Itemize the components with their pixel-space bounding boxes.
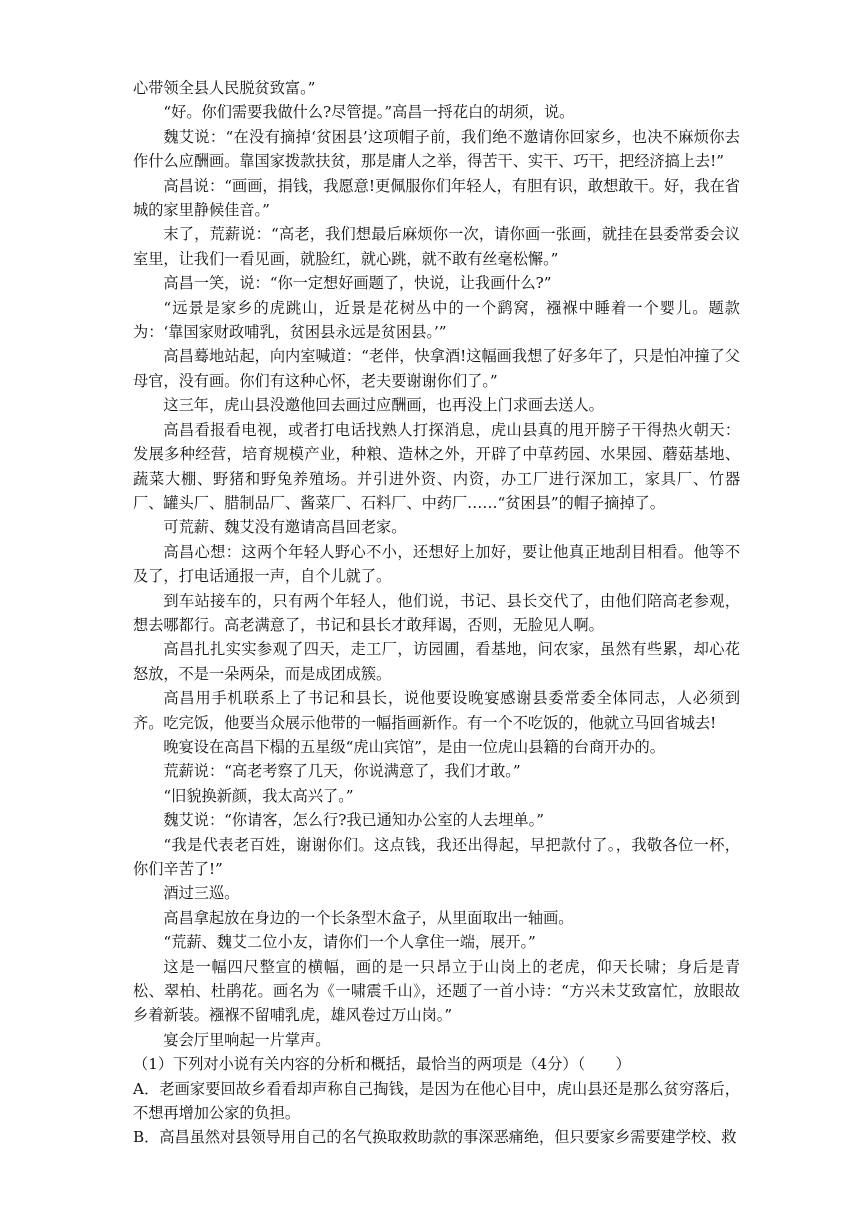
paragraph: 高昌蓦地站起，向内室喊道：“老伴，快拿酒!这幅画我想了好多年了，只是怕冲撞了父母官，没有画。你们有这种心怀，老夫要谢谢你们了。” bbox=[133, 347, 740, 390]
question-text: （1）下列对小说有关内容的分析和概括，最恰当的两项是（4分）（ ） bbox=[133, 1055, 631, 1074]
paragraph: 心带领全县人民脱贫致富。” bbox=[133, 79, 316, 97]
paragraph: 这三年，虎山县没邀他回去画过应酬画，也再没上门求画去送人。 bbox=[163, 396, 604, 415]
paragraph: “远景是家乡的虎跳山，近景是花树丛中的一个鹞窝，襁褓中睡着一个婴儿。题款为：‘靠国家财政哺乳，贫困县永远是贫困县。’” bbox=[133, 298, 740, 342]
paragraph: “我是代表老百姓，谢谢你们。这点钱，我还出得起，早把款付了。，我敬各位一杯，你们辛苦了!” bbox=[133, 835, 740, 878]
paragraph: 酒过三巡。 bbox=[163, 884, 240, 903]
paragraph: 宴会厅里响起一片掌声。 bbox=[163, 1030, 331, 1049]
paragraph: 高昌心想：这两个年轻人野心不小，还想好上加好，要让他真正地刮目相看。他等不及了，打电话通报一声，自个儿就了。 bbox=[133, 542, 740, 586]
paragraph: 魏艾说：“在没有摘掉‘贫困县’这项帽子前，我们绝不邀请你回家乡，也决不麻烦你去作什么应酬画。靠国家拨款扶贫，那是庸人之举，得苦干、实干、巧干，把经济搞上去!” bbox=[133, 127, 740, 171]
paragraph: 晚宴设在高昌下榻的五星级“虎山宾馆”，是由一位虎山县籍的台商开办的。 bbox=[163, 737, 665, 756]
story-body bbox=[133, 76, 740, 1052]
paragraph: “旧貌换新颜，我太高兴了。” bbox=[163, 786, 354, 805]
paragraph: 这是一幅四尺整宣的横幅，画的是一只昂立于山岗上的老虎，仰天长啸；身后是青松、翠柏、杜鹃花。画名为《一啸震千山》，还题了一首小诗：“方兴未艾致富忙，放眼故乡着新装。襁褓不留哺乳虎，雄风卷过万山岗。” bbox=[133, 957, 740, 1025]
paragraph: 到车站接车的，只有两个年轻人，他们说，书记、县长交代了，由他们陪高老参观，想去哪都行。高老满意了，书记和县长才敢拜谒，否则，无脸见人啊。 bbox=[133, 591, 740, 634]
paragraph: 魏艾说：“你请客，怎么行?我已通知办公室的人去埋单。” bbox=[163, 811, 544, 830]
answer-options bbox=[133, 1077, 740, 1150]
paragraph: 可荒薪、魏艾没有邀请高昌回老家。 bbox=[163, 518, 407, 537]
paragraph: “好。你们需要我做什么?尽管提。”高昌一捋花白的胡须，说。 bbox=[163, 103, 575, 122]
paragraph: 高昌用手机联系上了书记和县长，说他要设晚宴感谢县委常委全体同志，人必须到齐。吃完饭，他要当众展示他带的一幅指画新作。有一个不吃饭的，他就立马回省城去! bbox=[133, 689, 740, 732]
answer-option: B．高昌虽然对县领导用自己的名气换取救助款的事深恶痛绝，但只要家乡需要建学校、救 bbox=[133, 1128, 737, 1147]
answer-option: A．老画家要回故乡看看却声称自己掏钱，是因为在他心目中，虎山县还是那么贫穷落后，不想再增加公家的负担。 bbox=[133, 1079, 740, 1123]
paragraph: “荒薪、魏艾二位小友，请你们一个人拿住一端，展开。” bbox=[163, 933, 536, 952]
paragraph: 高昌扎扎实实参观了四天，走工厂，访园圃，看基地，问农家，虽然有些累，却心花怒放，不是一朵两朵，而是成团成簇。 bbox=[133, 640, 740, 683]
paragraph: 高昌说：“画画，捐钱，我愿意!更佩服你们年轻人，有胆有识，敢想敢干。好，我在省城的家里静候佳音。” bbox=[133, 176, 740, 220]
paragraph: 荒薪说：“高老考察了几天，你说满意了，我们才敢。” bbox=[163, 762, 521, 781]
paragraph: 末了，荒薪说：“高老，我们想最后麻烦你一次，请你画一张画，就挂在县委常委会议室里，让我们一看见画，就脸红，就心跳，就不敢有丝毫松懈。” bbox=[133, 225, 740, 268]
paragraph: 高昌一笑，说：“你一定想好画题了，快说，让我画什么?” bbox=[163, 274, 552, 293]
paragraph: 高昌看报看电视，或者打电话找熟人打探消息，虎山县真的甩开膀子干得热火朝天：发展多种经营，培育规模产业，种粮、造林之外，开辟了中草药园、水果园、蘑菇基地、蔬菜大棚、野猪和野兔养殖场。并引进外资、内资，办工厂进行深加工，家具厂、竹器厂、罐头厂、腊制品厂、酱菜厂、石料厂、中药厂……“贫困县”的帽子摘掉了。 bbox=[133, 420, 740, 512]
paragraph: 高昌拿起放在身边的一个长条型木盒子，从里面取出一轴画。 bbox=[163, 908, 574, 927]
